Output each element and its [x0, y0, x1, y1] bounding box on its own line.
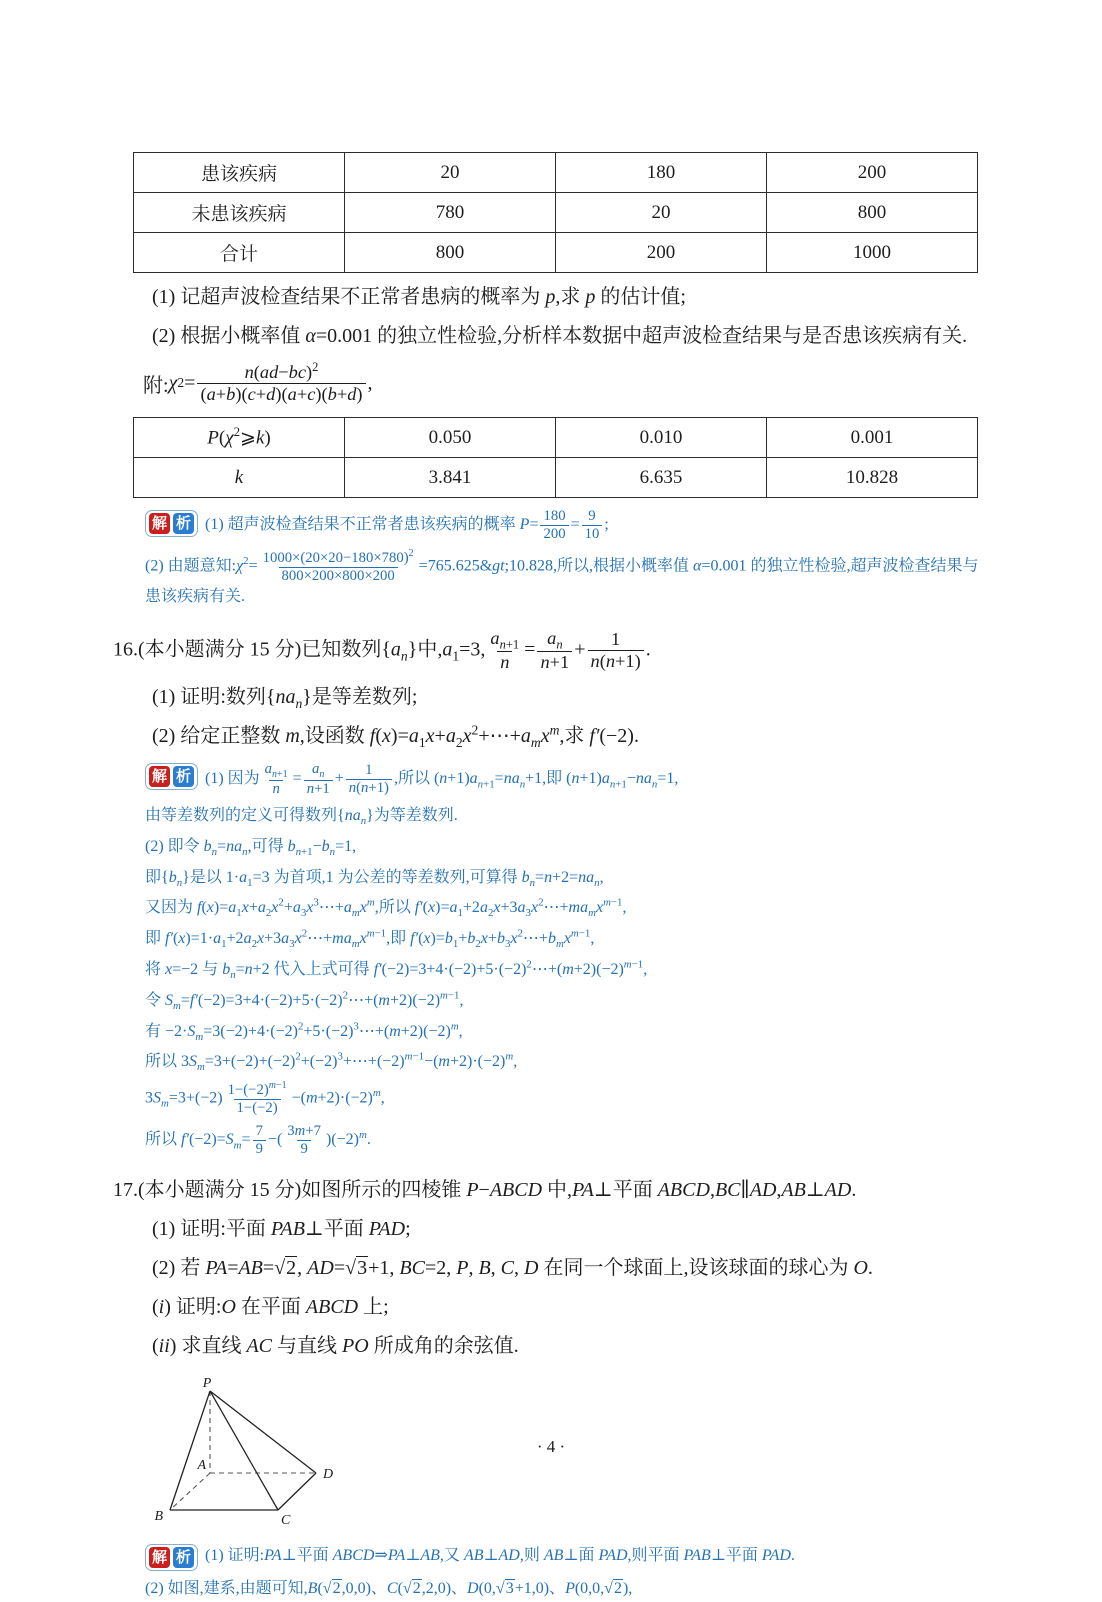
- table-cell: 患该疾病: [134, 153, 345, 193]
- q16-analysis: [0, 761, 1102, 1158]
- chi-square-formula: 附: χ 2 = $\frac{n(ad-bc)^2}{(a+b)(c+d)(a+c)(b+d)}$ ,: [143, 360, 373, 405]
- analysis-badge: [145, 763, 198, 790]
- vertex-label-p: P: [202, 1376, 212, 1391]
- table-cell: 780: [345, 193, 556, 233]
- table-cell: k: [134, 458, 345, 498]
- q16-item-1: (1) 证明:数列$\{na_n\}$是等差数列;: [152, 686, 418, 712]
- question-16: [0, 628, 1102, 1158]
- q15-item-1: (1) 记超声波检查结果不正常者患病的概率为 p,求 p 的估计值;: [152, 286, 686, 308]
- analysis-line: [145, 761, 993, 798]
- analysis-line: 即$\{b_n\}$是以 $1\cdot a_1=3$ 为首项,1 为公差的等差数列,可算得 $b_n=n+2=na_n$,: [145, 868, 604, 889]
- analysis-text: (1) 证明:PA⊥平面 ABCD⇒PA⊥AB,又 AB⊥AD,则 AB⊥面 PAD,则平面 PAB⊥平面 PAD.: [205, 1546, 795, 1564]
- table-cell: 20: [345, 153, 556, 193]
- analysis-line: [145, 1542, 993, 1571]
- analysis-line: 即 $f'(x)=1\cdot a_1+2a_2x+3a_3x^2\cdots+ma_mx^{m-1}$,即 $f'(x)=b_1+b_2x+b_3x^2\cdots+b_mx^{m-1}$,: [145, 927, 595, 951]
- table-cell: 200: [767, 153, 978, 193]
- table-cell: 800: [345, 233, 556, 273]
- table-cell: 0.050: [345, 418, 556, 458]
- analysis-badge: [145, 1544, 198, 1571]
- vertex-label-b: B: [154, 1508, 163, 1524]
- table-cell: 0.010: [556, 418, 767, 458]
- table-cell: $P(\chi^2⩾k)$: [134, 418, 345, 458]
- analysis-line: 所以 $f'(-2)=S_m=$ $\frac{7}{9}$ −( $\frac{3m+7}{9}$ )$(-2)^m$.: [145, 1122, 371, 1157]
- analysis-line: 令 $S_m=f'(-2)=3+4\cdot(-2)+5\cdot(-2)^2\cdots+(m+2)(-2)^{m-1}$,: [145, 989, 464, 1013]
- critical-value-table: [133, 417, 978, 498]
- analysis-badge-jie: 解: [149, 766, 170, 787]
- table-cell: 3.841: [345, 458, 556, 498]
- analysis-line: (2) 即令 $b_n=na_n$,可得 $b_{n+1}-b_n=1$,: [145, 837, 357, 859]
- q16-header: 16.(本小题满分 15 分)已知数列$\{a_n\}$中$,a_1=3$, $\frac{a_{n+1}}{n}$ = $\frac{a_n}{n+1}$ + $\frac{1}{n(n+1)}$ .: [113, 627, 651, 673]
- analysis-badge: [145, 510, 198, 537]
- analysis-line: (2) 如图,建系,由题可知,B(√2,0,0)、C(√2,2,0)、D(0,√3+1,0)、P(0,0,√2),: [145, 1579, 633, 1597]
- q17-analysis: [0, 1542, 1102, 1602]
- analysis-line: 有 $-2\cdot S_m=3(-2)+4\cdot(-2)^2+5\cdot(-2)^3\cdots+(m+2)(-2)^m$,: [145, 1020, 463, 1043]
- table-cell: 6.635: [556, 458, 767, 498]
- analysis-line: $3S_m=3+(-2)$ $\frac{1-(-2)^{m-1}}{1-(-2)}$ $-(m+2)\cdot(-2)^m$,: [145, 1080, 385, 1117]
- table-cell: 合计: [134, 233, 345, 273]
- analysis-text: (1) 因为 $\frac{a_{n+1}}{n}$ = $\frac{a_n}{n+1}$ + $\frac{1}{n(n+1)}$ ,所以 $(n+1)a_{n+1}=na_n+1$,即 $(n+1)a_{n+1}-na_n=1$,: [205, 761, 679, 798]
- table-cell: 20: [556, 193, 767, 233]
- vertex-label-c: C: [281, 1512, 291, 1528]
- analysis-line: 又因为 $f(x)=a_1x+a_2x^2+a_3x^3\cdots+a_mx^m$,所以 $f'(x)=a_1+2a_2x+3a_3x^2\cdots+ma_mx^{m-1}$,: [145, 897, 627, 920]
- question-15: [0, 282, 1102, 610]
- table-row: [134, 418, 978, 458]
- q17-item-1: (1) 证明:平面 PAB⊥平面 PAD;: [152, 1217, 411, 1240]
- q15-item-2: (2) 根据小概率值 α=0.001 的独立性检验,分析样本数据中超声波检查结果与是否患该疾病有关.: [152, 325, 968, 347]
- analysis-badge-xi: 析: [173, 513, 194, 534]
- q17-header: 17.(本小题满分 15 分)如图所示的四棱锥 P−ABCD 中,PA⊥平面 ABCD,BC∥AD,AB⊥AD.: [113, 1178, 857, 1201]
- analysis-line: 由等差数列的定义可得数列$\{na_n\}$为等差数列.: [145, 807, 458, 828]
- vertex-label-a: A: [197, 1457, 206, 1473]
- edge-PD: [210, 1391, 316, 1473]
- analysis-line: (2) 由题意知$:\chi^2=$ $\frac{1000\times(20\times 20-180\times 780)^2}{800\times 200\times 800\times 200}$ =765.625&gt;10.828,所以,根据小概率值 α=0.001 的独立性检验,超声波检查结果与患该疾病有关.: [145, 548, 979, 606]
- table-cell: 10.828: [767, 458, 978, 498]
- analysis-line: [145, 508, 993, 543]
- table-row: [134, 233, 978, 273]
- q16-item-2: (2) 给定正整数 m,设函数 $f(x)=a_1x+a_2x^2+\cdots+a_mx^m$,求 f′(−2).: [152, 722, 639, 751]
- analysis-line: 所以 $3S_m=3+(-2)+(-2)^2+(-2)^3+\cdots+(-2)^{m-1}-(m+2)\cdot(-2)^m$,: [145, 1051, 518, 1074]
- q17-item-2: (2) 若 PA=AB=√2, AD=√3+1, BC=2, P, B, C, D 在同一个球面上,设该球面的球心为 O.: [152, 1256, 873, 1279]
- analysis-text: (1) 超声波检查结果不正常者患该疾病的概率 P= $\frac{180}{200}$ = $\frac{9}{10}$ ;: [205, 508, 609, 543]
- q17-item-ii: (ii) 求直线 AC 与直线 PO 所成角的余弦值.: [152, 1334, 519, 1357]
- page-number: · 4 ·: [536, 1437, 566, 1456]
- q17-item-i: (i) 证明:O 在平面 ABCD 上;: [152, 1295, 389, 1318]
- contingency-table: [133, 152, 978, 273]
- table-cell: 未患该疾病: [134, 193, 345, 233]
- table-cell: 800: [767, 193, 978, 233]
- edge-CD: [278, 1473, 316, 1510]
- analysis-line: 将 x=−2 与 $b_n=n+2$ 代入上式可得 $f'(-2)=3+4\cdot(-2)+5\cdot(-2)^2\cdots+(m+2)(-2)^{m-1}$,: [145, 958, 648, 982]
- analysis-badge-jie: 解: [149, 513, 170, 534]
- table-row: [134, 153, 978, 193]
- table-row: [134, 458, 978, 498]
- question-17: [0, 1176, 1102, 1602]
- analysis-badge-jie: 解: [149, 1547, 170, 1568]
- q15-analysis: [0, 508, 1102, 609]
- table-cell: 1000: [767, 233, 978, 273]
- analysis-badge-xi: 析: [173, 766, 194, 787]
- analysis-badge-xi: 析: [173, 1547, 194, 1568]
- table-row: [134, 193, 978, 233]
- table-cell: 200: [556, 233, 767, 273]
- table-cell: 0.001: [767, 418, 978, 458]
- table-cell: 180: [556, 153, 767, 193]
- vertex-label-d: D: [323, 1466, 334, 1482]
